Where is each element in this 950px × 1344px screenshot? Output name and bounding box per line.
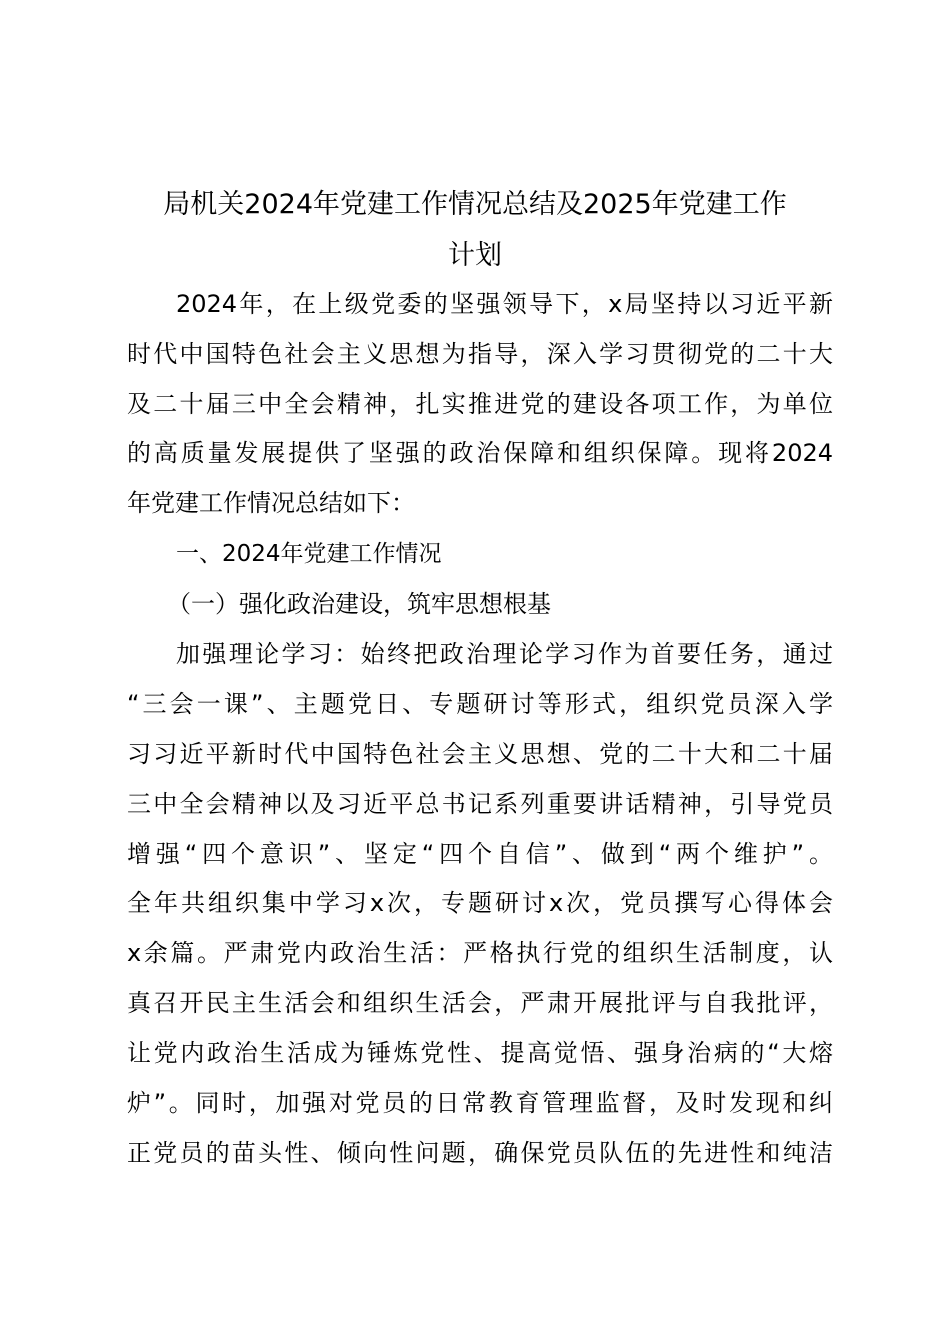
- body-line-14: 让党内政治生活成为锤炼党性、提高觉悟、强身治病的“大熔: [127, 1039, 833, 1067]
- document-title-line-2: 计划: [448, 240, 502, 271]
- body-line-15: 炉”。同时，加强对党员的日常教育管理监督，及时发现和纠: [127, 1089, 833, 1117]
- body-line-5: 年党建工作情况总结如下：: [127, 489, 415, 517]
- body-line-3: 及二十届三中全会精神，扎实推进党的建设各项工作，为单位: [127, 390, 833, 418]
- body-line-4: 的高质量发展提供了坚强的政治保障和组织保障。现将2024: [127, 439, 833, 467]
- body-line-8: 习习近平新时代中国特色社会主义思想、党的二十大和二十届: [127, 740, 833, 768]
- body-line-11: 全年共组织集中学习x次，专题研讨x次，党员撰写心得体会: [127, 889, 833, 917]
- section-heading-1: 一、2024年党建工作情况: [176, 541, 442, 567]
- body-line-7: “三会一课”、主题党日、专题研讨等形式，组织党员深入学: [127, 690, 833, 718]
- body-line-2: 时代中国特色社会主义思想为指导，深入学习贯彻党的二十大: [127, 340, 833, 368]
- document-title-line-1: 局机关2024年党建工作情况总结及2025年党建工作: [163, 189, 787, 220]
- body-line-13: 真召开民主生活会和组织生活会，严肃开展批评与自我批评，: [127, 989, 833, 1017]
- body-line-6: 加强理论学习：始终把政治理论学习作为首要任务，通过: [176, 640, 833, 668]
- body-line-12: x余篇。严肃党内政治生活：严格执行党的组织生活制度，认: [127, 939, 833, 967]
- body-line-1: 2024年，在上级党委的坚强领导下，x局坚持以习近平新: [176, 290, 833, 318]
- body-line-16: 正党员的苗头性、倾向性问题，确保党员队伍的先进性和纯洁: [127, 1139, 833, 1167]
- subsection-heading-1: （一）强化政治建设，筑牢思想根基: [167, 590, 551, 618]
- body-line-9: 三中全会精神以及习近平总书记系列重要讲话精神，引导党员: [127, 790, 833, 818]
- body-line-10: 增强“四个意识”、坚定“四个自信”、做到“两个维护”。: [127, 840, 833, 868]
